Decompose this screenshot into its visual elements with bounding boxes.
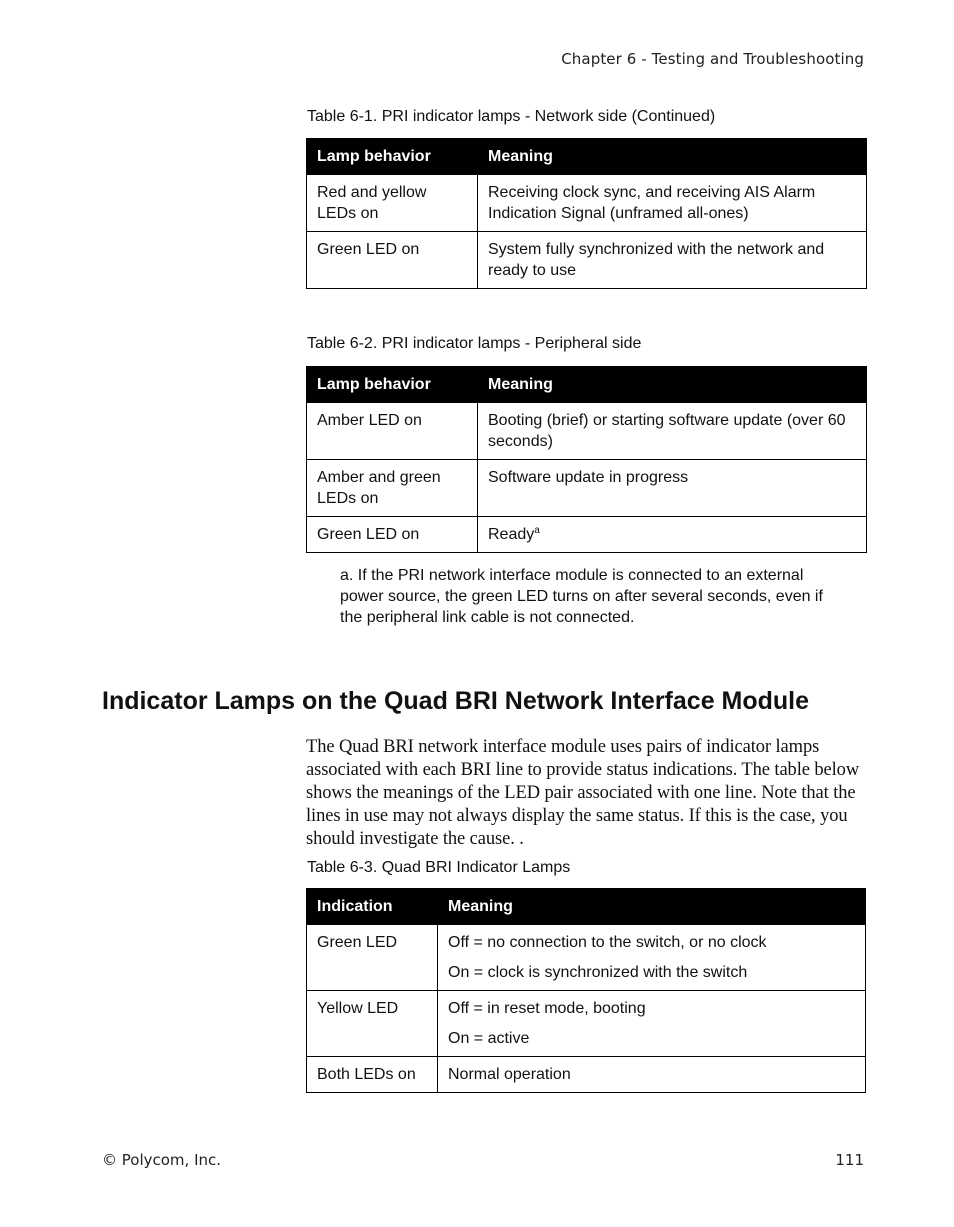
table-row [307, 175, 867, 232]
table-row [307, 232, 867, 289]
lamp-cell: Green LED on [307, 517, 478, 553]
table2-footnote: a. If the PRI network interface module is connected to an external power source, the green LED turns on after several seconds, even if the peripheral link cable is not connected. [340, 567, 823, 626]
table-row [307, 1057, 866, 1093]
indication-cell: Yellow LED [307, 991, 438, 1057]
meaning-text: Ready [488, 526, 535, 543]
indication-cell: Both LEDs on [307, 1057, 438, 1093]
page-number: 111 [835, 1151, 864, 1169]
table-row [307, 403, 867, 460]
meaning-line: Normal operation [448, 1066, 571, 1083]
column-header-meaning: Meaning [438, 889, 866, 925]
table2 [306, 366, 867, 553]
section-heading: Indicator Lamps on the Quad BRI Network Interface Module [102, 687, 810, 715]
meaning-cell: Software update in progress [478, 460, 867, 517]
copyright: © Polycom, Inc. [102, 1151, 222, 1169]
table-row [307, 517, 867, 553]
meaning-line: On = active [448, 1030, 530, 1047]
table-header-row [307, 367, 867, 403]
meaning-line: Off = no connection to the switch, or no clock [448, 934, 767, 951]
table1 [306, 138, 867, 289]
meaning-cell: Booting (brief) or starting software update (over 60 seconds) [478, 403, 867, 460]
footnote-marker: a [534, 525, 540, 536]
table-header-row [307, 139, 867, 175]
table-row [307, 991, 866, 1057]
column-header-meaning: Meaning [478, 367, 867, 403]
lamp-cell: Red and yellow LEDs on [307, 175, 478, 232]
meaning-cell: System fully synchronized with the network and ready to use [478, 232, 867, 289]
table3 [306, 888, 866, 1093]
section-body: The Quad BRI network interface module uses pairs of indicator lamps associated with each BRI line to provide status indications. The table below shows the meanings of the LED pair associated with one line. Note that the lines in use may not always display the same status. If this is the case, you should investigate the cause. . [306, 737, 860, 849]
column-header-meaning: Meaning [478, 139, 867, 175]
meaning-cell [438, 925, 866, 991]
meaning-cell [438, 991, 866, 1057]
meaning-cell [478, 517, 867, 553]
table-row [307, 925, 866, 991]
meaning-line: On = clock is synchronized with the switch [448, 964, 748, 981]
column-header-lamp-behavior: Lamp behavior [307, 139, 478, 175]
lamp-cell: Amber LED on [307, 403, 478, 460]
chapter-header: Chapter 6 - Testing and Troubleshooting [561, 50, 864, 68]
meaning-line: Off = in reset mode, booting [448, 1000, 646, 1017]
column-header-lamp-behavior: Lamp behavior [307, 367, 478, 403]
meaning-cell [438, 1057, 866, 1093]
table-header-row [307, 889, 866, 925]
indication-cell: Green LED [307, 925, 438, 991]
table1-caption: Table 6-1. PRI indicator lamps - Network side (Continued) [307, 108, 716, 125]
table-row [307, 460, 867, 517]
lamp-cell: Green LED on [307, 232, 478, 289]
table2-caption: Table 6-2. PRI indicator lamps - Peripheral side [307, 335, 642, 352]
lamp-cell: Amber and green LEDs on [307, 460, 478, 517]
column-header-indication: Indication [307, 889, 438, 925]
meaning-cell: Receiving clock sync, and receiving AIS Alarm Indication Signal (unframed all-ones) [478, 175, 867, 232]
table3-caption: Table 6-3. Quad BRI Indicator Lamps [307, 859, 571, 876]
